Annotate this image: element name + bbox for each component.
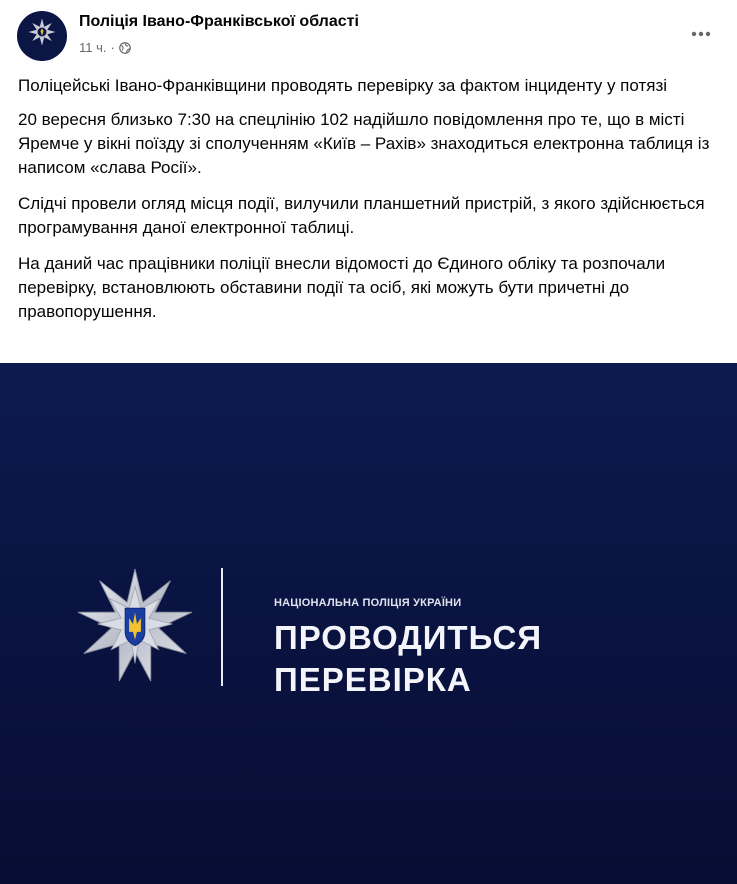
banner-org-name: НАЦІОНАЛЬНА ПОЛІЦІЯ УКРАЇНИ: [274, 597, 462, 609]
post-paragraph-4: На даний час працівники поліції внесли відомості до Єдиного обліку та розпочали перевірку, встановлюють обставини події та осіб, які можуть бути причетні до правопорушення.: [18, 254, 666, 321]
banner-divider: [221, 568, 223, 686]
banner-title: [274, 617, 542, 701]
post-paragraph-2: 20 вересня близько 7:30 на спецлінію 102 надійшло повідомлення про те, що в місті Яремче у вікні поїзду зі сполученням «Київ – Рахів» знаходиться електронна таблиця із написом «слава Росії».: [18, 110, 710, 177]
post-text: [18, 74, 718, 336]
police-star-emblem-icon: [76, 567, 194, 685]
police-star-avatar-icon: [27, 17, 57, 47]
post-timestamp[interactable]: 11 ч.: [79, 40, 107, 55]
post-paragraph-3: Слідчі провели огляд місця події, вилучили планшетний пристрій, з якого здійснюється програмування даної електронної таблиці.: [18, 194, 705, 237]
post-paragraph-1: Поліцейські Івано-Франківщини проводять перевірку за фактом інциденту у потязі: [18, 76, 668, 95]
post-meta: [79, 40, 131, 55]
page-avatar[interactable]: [17, 11, 67, 61]
banner-title-line-1: ПРОВОДИТЬСЯ: [274, 619, 543, 656]
post-image[interactable]: [0, 363, 737, 884]
banner-title-line-2: ПЕРЕВІРКА: [274, 661, 472, 698]
meta-separator: ·: [110, 40, 115, 55]
globe-icon[interactable]: [119, 42, 131, 54]
page-name-link[interactable]: Поліція Івано-Франківської області: [79, 13, 359, 30]
post-header: [0, 0, 737, 70]
ellipsis-icon: [691, 31, 711, 37]
more-options-button[interactable]: [683, 16, 719, 52]
